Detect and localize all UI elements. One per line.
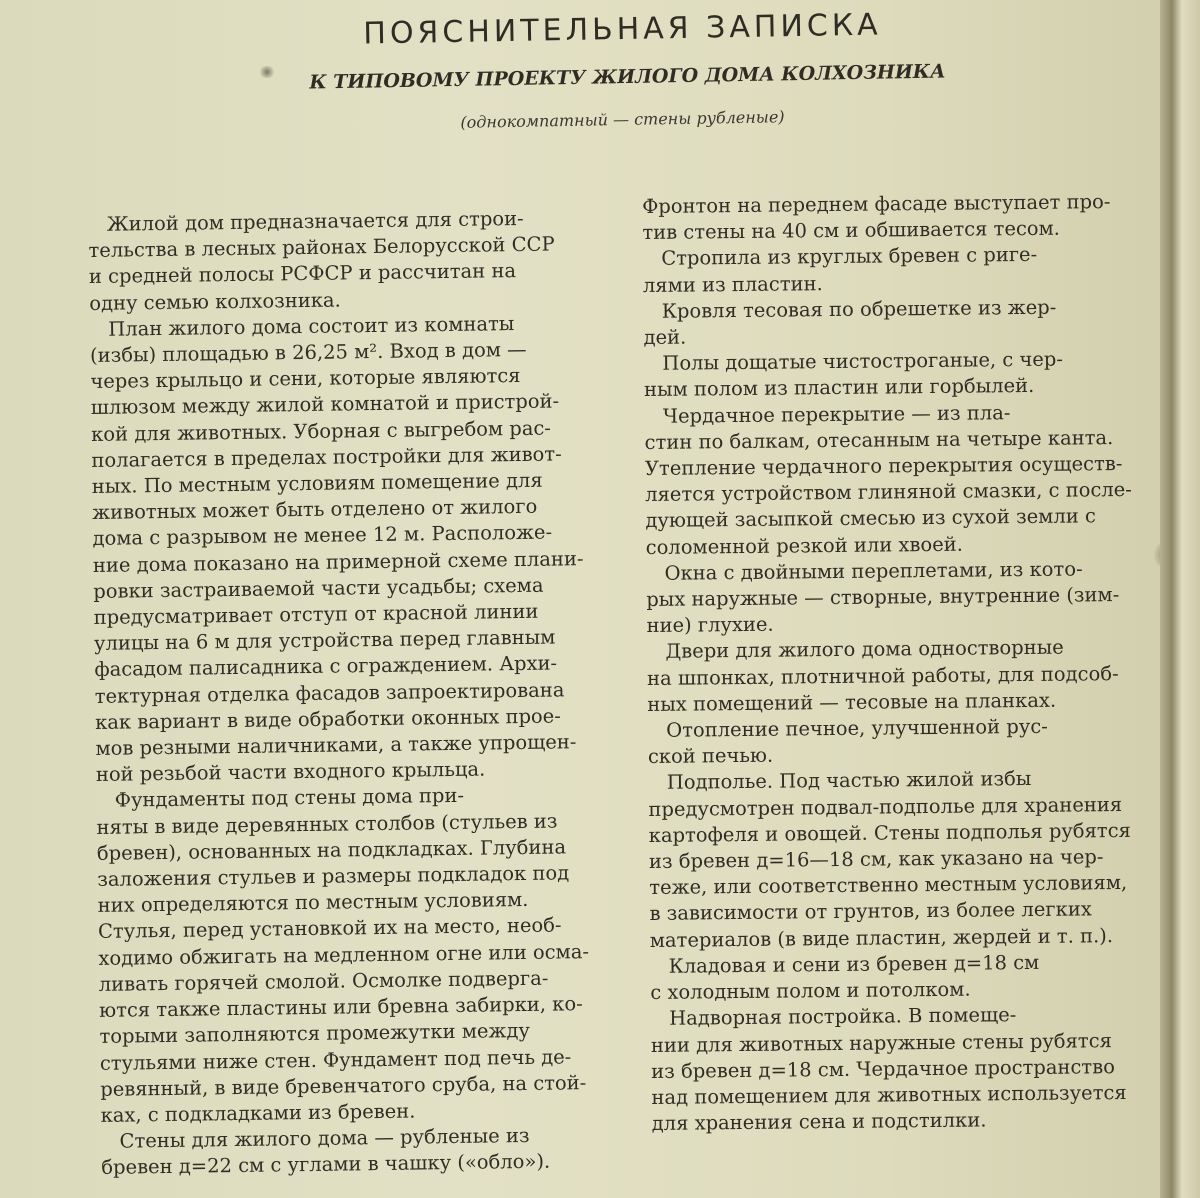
document-subtitle: К ТИПОВОМУ ПРОЕКТУ ЖИЛОГО ДОМА КОЛХОЗНИКА [309,60,946,94]
document-note: (однокомпатный — стены рубленые) [460,107,785,132]
left-column-text: Жилой дом предназначается для строи- тельства в лесных районах Белорусской ССР и средней полосы РСФСР и рассчитан на одну семью колхозника. План жилого дома состоит из комнаты (избы) площадью в 26,25 м². Вход в дом — через крыльцо и сени, которые являются шлюзом между жилой комнатой и пристрой- кой для животных. Уборная с выгребом рас- полагается в пределах постройки для живот- ных. По местным условиям помещение для животных может быть отделено от жилого дома с разрывом не менее 12 м. Расположе- ние дома показано на примерной схеме плани- ровки застраиваемой части усадьбы; схема предусматривает отступ от красной линии улицы на 6 м для устройства перед главным фасадом палисадника с ограждением. Архи- тектурная отделка фасадов запроектирована как вариант в виде обработки оконных прое- мов резными наличниками, а также упрощен- ной резьбой части входного крыльца. Фундаменты под стены дома при- няты в виде деревянных столбов (стульев из бревен), основанных на подкладках. Глубина заложения стульев и размеры подкладок под них определяются по местным условиям. Стулья, перед установкой их на место, необ- ходимо обжигать на медленном огне или осма- ливать горячей смолой. Осмолке подверга- ются также пластины или бревна забирки, ко- торыми заполняются промежутки между стульями ниже стен. Фундамент под печь де- ревянный, в виде бревенчатого сруба, на стой- ках, с подкладками из бревен. Стены для жилого дома — рубленые из бревен д=22 см с углами в чашку («обло»). [88,206,590,1180]
book-spine [1160,0,1200,1198]
right-column-text: Фронтон на переднем фасаде выступает про- тив стены на 40 см и обшивается тесом. Стропила из круглых бревен с риге- лями из пластин. Кровля тесовая по обрешетке из жер- дей. Полы дощатые чистостроганые, с чер- ным полом из пластин или горбылей. Чердачное перекрытие — из пла- стин по балкам, отесанным на четыре канта. Утепление чердачного перекрытия осуществ- ляется устройством глиняной смазки, с после- дующей засыпкой смесью из сухой земли с соломенной резкой или хвоей. Окна с двойными переплетами, из кото- рых наружные — створные, внутренние (зим- ние) глухие. Двери для жилого дома одностворные на шпонках, плотничной работы, для подсоб- ных помещений — тесовые на планках. Отопление печное, улучшенной рус- ской печью. Подполье. Под частью жилой избы предусмотрен подвал-подполье для хранения картофеля и овощей. Стены подполья рубятся из бревен д=16—18 см, как указано на чер- теже, или соответственно местным условиям, в зависимости от грунтов, из более легких материалов (в виде пластин, жердей и т. п.). Кладовая и сени из бревен д=18 см с холодным полом и потолком. Надворная постройка. В помеще- нии для животных наружные стены рубятся из бревен д=18 см. Чердачное пространство над помещением для животных используется для хранения сена и подстилки. [642,190,1132,1136]
ink-smudge [258,66,276,78]
document-title: ПОЯСНИТЕЛЬНАЯ ЗАПИСКА [363,7,882,52]
